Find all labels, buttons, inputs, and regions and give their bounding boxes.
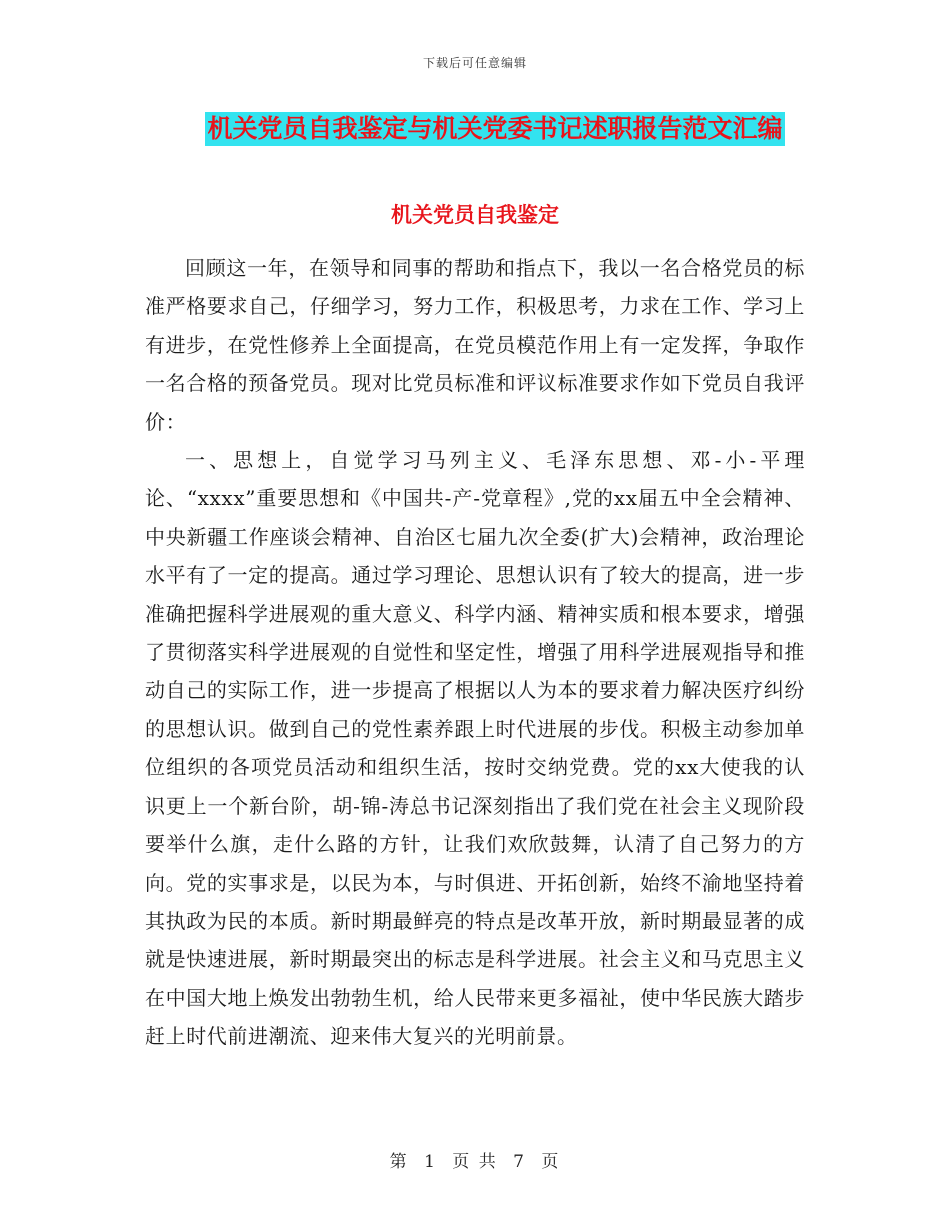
paragraph: 一、思想上，自觉学习马列主义、毛泽东思想、邓-小-平理论、“xxxx”重要思想和《中国共-产-党章程》,党的xx届五中全会精神、中央新疆工作座谈会精神、自治区七届九次全委(扩大)会精神，政治理论水平有了一定的提高。通过学习理论、思想认识有了较大的提高，进一步准确把握科学进展观的重大意义、科学内涵、精神实质和根本要求，增强了贯彻落实科学进展观的自觉性和坚定性，增强了用科学进展观指导和推动自己的实际工作，进一步提高了根据以人为本的要求着力解决医疗纠纷的思想认识。做到自己的党性素养跟上时代进展的步伐。积极主动参加单位组织的各项党员活动和组织生活，按时交纳党费。党的xx大使我的认识更上一个新台阶，胡-锦-涛总书记深刻指出了我们党在社会主义现阶段要举什么旗，走什么路的方针，让我们欢欣鼓舞，认清了自己努力的方向。党的实事求是，以民为本，与时俱进、开拓创新，始终不渝地坚持着其执政为民的本质。新时期最鲜亮的特点是改革开放，新时期最显著的成就是快速进展，新时期最突出的标志是科学进展。社会主义和马克思主义在中国大地上焕发出勃勃生机，给人民带来更多福祉，使中华民族大踏步赶上时代前进潮流、迎来伟大复兴的光明前景。 <box>145 448 805 1049</box>
header-note: 下载后可任意编辑 <box>422 56 527 70</box>
paragraph: 回顾这一年，在领导和同事的帮助和指点下，我以一名合格党员的标准严格要求自己，仔细学习，努力工作，积极思考，力求在工作、学习上有进步，在党性修养上全面提高，在党员模范作用上有一定发挥，争取作一名合格的预备党员。现对比党员标准和评议标准要求作如下党员自我评价： <box>145 256 805 434</box>
document-title: 机关党员自我鉴定与机关党委书记述职报告范文汇编 <box>205 112 784 146</box>
document-title-container <box>0 112 950 146</box>
footer-prefix: 第 <box>389 1152 409 1172</box>
footer-page-number: 1 <box>424 1152 437 1172</box>
footer-middle: 页 共 <box>452 1152 498 1172</box>
body-text <box>145 249 805 1056</box>
footer-suffix: 页 <box>541 1152 561 1172</box>
page-footer <box>0 1147 950 1172</box>
footer-total-pages: 7 <box>513 1152 526 1172</box>
section-title: 机关党员自我鉴定 <box>391 202 559 227</box>
